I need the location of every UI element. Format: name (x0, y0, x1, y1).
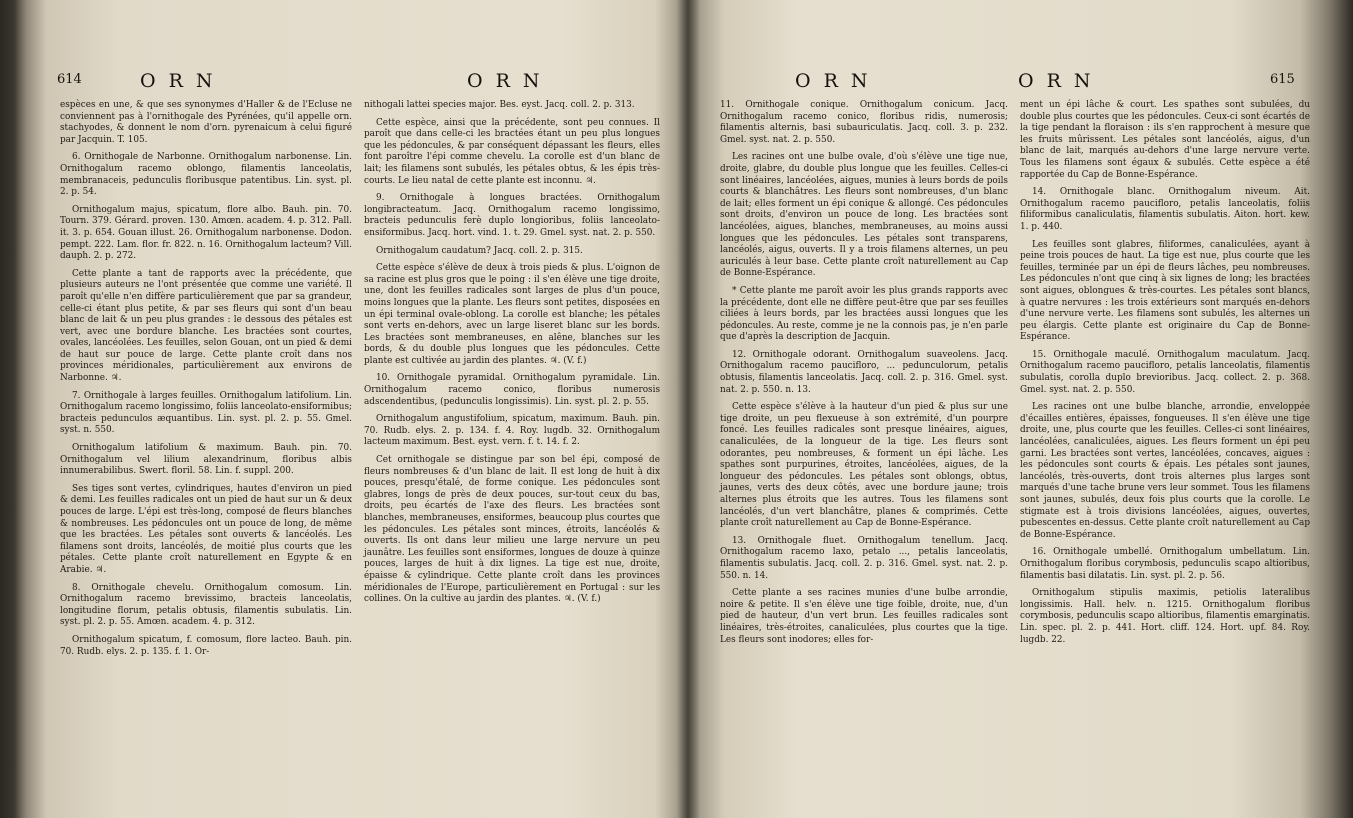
right-page (700, 0, 1332, 818)
paragraph: Ornithogalum spicatum, f. comosum, flore lacteo. Bauh. pin. 70. Rudb. elys. 2. p. 135. f. 1. Or- (60, 634, 352, 657)
left-column-2 (364, 100, 660, 612)
paragraph: 15. Ornithogale maculé. Ornithogalum maculatum. Jacq. Ornithogalum racemo paucifloro, petalis lanceolatis, filamentis subulatis, corolla duplo brevioribus. Jacq. collect. 2. p. 368. Gmel. syst. nat. 2. p. 550. (1020, 349, 1310, 395)
paragraph: 16. Ornithogale umbellé. Ornithogalum umbellatum. Lin. Ornithogalum floribus corymbosis, pedunculis scapo altioribus, filamentis basi dilatatis. Lin. syst. pl. 2. p. 56. (1020, 547, 1310, 581)
paragraph: Ornithogalum stipulis maximis, petiolis lateralibus longissimis. Hall. helv. n. 1215. Ornithogalum floribus corymbosis, pedunculis scapo altioribus, filamentis emarginatis. Lin. spec. pl. 2. p. 441. Hort. cliff. 124. Hort. upf. 84. Roy. lugdb. 22. (1020, 588, 1310, 645)
paragraph: 8. Ornithogale chevelu. Ornithogalum comosum. Lin. Ornithogalum racemo brevissimo, bracteis lanceolatis, longitudine florum, petalis obtusis, filamentis subulatis. Lin. syst. pl. 2. p. 55. Amœn. academ. 4. p. 312. (60, 582, 352, 628)
paragraph: 12. Ornithogale odorant. Ornithogalum suaveolens. Jacq. Ornithogalum racemo paucifloro, ... pedunculorum, petalis obtusis, filamentis lanceolatis. Jacq. coll. 2. p. 316. Gmel. syst. nat. 2. p. 550. n. 13. (720, 349, 1008, 395)
left-page (22, 0, 680, 818)
paragraph: 6. Ornithogale de Narbonne. Ornithogalum narbonense. Lin. Ornithogalum racemo oblongo, filamentis lanceolatis, membranaceis, pedunculis floribusque patentibus. Lin. syst. pl. 2. p. 54. (60, 152, 352, 198)
running-header-left: ORN (140, 70, 226, 92)
paragraph: Cette espèce s'élève à la hauteur d'un pied & plus sur une tige droite, un peu flexueuse à son extrémité, d'un pourpre foncé. Les feuilles radicales sont presque linéaires, aigues, canaliculées, de la longueur de la tige. Les fleurs sont odorantes, peu nombreuses, & forment un épi lâche. Les spathes sont purpurines, étroites, lancéolées, aigues, de la longueur des pédoncules. Les pétales sont oblongs, obtus, jaunes, verts des deux côtés, avec une bordure jaune; trois alternes plus étroits que les autres. Tous les filamens sont lancéolés, d'un vert blanchâtre, planes & comprimés. Cette plante croît naturellement au Cap de Bonne-Espérance. (720, 402, 1008, 529)
paragraph: Ornithogalum majus, spicatum, flore albo. Bauh. pin. 70. Tourn. 379. Gérard. proven. 130. Amœn. academ. 4. p. 312. Pall. it. 3. p. 654. Gouan illust. 26. Ornithogalum narbonense. Dodon. pempt. 222. Lam. flor. fr. 822. n. 16. Ornithogalum lacteum? Vill. dauph. 2. p. 272. (60, 204, 352, 262)
running-header-right: ORN (795, 70, 881, 92)
paragraph: espèces en une, & que ses synonymes d'Haller & de l'Ecluse ne conviennent pas à l'ornithogale des Pyrénées, qu'il appelle orn. stachyodes, & donnent le nom d'orn. pyrenaicum à celui figuré par Jacquin. T. 105. (60, 100, 352, 145)
page-number-left: 614 (57, 72, 82, 87)
paragraph: Les racines ont une bulbe ovale, d'où s'élève une tige nue, droite, glabre, du double plus longue que les feuilles. Celles-ci sont linéaires, lancéolées, aigues, munies à leurs bords de poils courts & blanchâtres. Les fleurs sont nombreuses, d'un blanc de lait; elles forment un épi conique & allongé. Ces pédoncules sont droits, d'environ un pouce de long. Les bractées sont lancéolées, aigues, blanches, membraneuses, au moins aussi longues que les pédoncules. Les pétales sont transparens, lancéolés, aigus, ouverts. Il y a trois filamens alternes, un peu auriculés à leur base. Cette plante croît naturellement au Cap de Bonne-Espérance. (720, 152, 1008, 279)
paragraph: Ornithogalum latifolium & maximum. Bauh. pin. 70. Ornithogalum vel lilium alexandrinum, floribus albis innumerabilibus. Swert. floril. 58. Lin. f. suppl. 200. (60, 443, 352, 477)
running-header-left-mid: ORN (467, 70, 553, 92)
paragraph: Ornithogalum angustifolium, spicatum, maximum. Bauh. pin. 70. Rudb. elys. 2. p. 134. f. 4. Roy. lugdb. 32. Ornithogalum lacteum maximum. Best. eyst. vern. f. t. 14. f. 2. (364, 414, 660, 448)
paragraph: 10. Ornithogale pyramidal. Ornithogalum pyramidale. Lin. Ornithogalum racemo conico, floribus numerosis adscendentibus, (pedunculis longissimis). Lin. syst. pl. 2. p. 55. (364, 373, 660, 407)
paragraph: 14. Ornithogale blanc. Ornithogalum niveum. Ait. Ornithogalum racemo paucifloro, petalis lanceolatis, foliis filiformibus canaliculatis, filamentis subulatis. Aiton. hort. kew. 1. p. 440. (1020, 187, 1310, 232)
paragraph: 9. Ornithogale à longues bractées. Ornithogalum longibracteatum. Jacq. Ornithogalum racemo longissimo, bracteis pedunculis ferè duplo longioribus, foliis lanceolato-ensiformibus. Jacq. hort. vind. 1. t. 29. Gmel. syst. nat. 2. p. 550. (364, 193, 660, 238)
paragraph: Ornithogalum caudatum? Jacq. coll. 2. p. 315. (376, 245, 583, 256)
left-column-1 (60, 100, 352, 664)
book-gutter (676, 0, 700, 818)
paragraph: * Cette plante me paroît avoir les plus grands rapports avec la précédente, dont elle ne diffère peut-être que par ses feuilles ciliées à leurs bords, par les bractées aussi longues que les pédoncules. Au reste, comme je ne la connois pas, je n'en parle que d'après la description de Jacquin. (720, 285, 1008, 343)
page-number-right: 615 (1270, 72, 1295, 87)
paragraph: nithogali lattei species major. Bes. eyst. Jacq. coll. 2. p. 313. (364, 100, 635, 110)
paragraph: Cette espèce s'élève de deux à trois pieds & plus. L'oignon de sa racine est plus gros que le poing : il s'en élève une tige droite, une, dont les feuilles radicales sont larges de plus d'un pouce, moins longues que la plante. Les fleurs sont petites, disposées en un épi terminal ovale-oblong. La corolle est blanche; les pétales sont verts en-dehors, avec un large liseret blanc sur les bords. Les bractées sont membraneuses, en alêne, blanches sur les bords, & du double plus longues que les pédoncules. Cette plante est cultivée au jardin des plantes. ♃. (V. f.) (364, 263, 660, 366)
paragraph: ment un épi lâche & court. Les spathes sont subulées, du double plus courtes que les pédoncules. Ceux-ci sont écartés de la tige pendant la floraison : ils s'en rapprochent à mesure que les fruits mûrissent. Les pétales sont lancéolés, aigus, d'un blanc de lait, marqués au-dehors d'une large nervure verte. Tous les filamens sont égaux & subulés. Cette espèce a été rapportée du Cap de Bonne-Espérance. (1020, 100, 1310, 180)
paragraph: 11. Ornithogale conique. Ornithogalum conicum. Jacq. Ornithogalum racemo conico, floribus ridis, numerosis; filamentis alternis, basi subauriculatis. Jacq. coll. 3. p. 232. Gmel. syst. nat. 2. p. 550. (720, 100, 1008, 145)
paragraph: Cette plante a tant de rapports avec la précédente, que plusieurs auteurs ne l'ont présentée que comme une variété. Il paroît qu'elle n'en diffère particulièrement que par sa grandeur, celle-ci étant plus petite, & par ses fleurs qui sont d'un beau blanc de lait & un peu plus grandes : le dessous des pétales est vert, avec une bordure blanche. Les bractées sont courtes, ovales, lancéolées. Les feuilles, selon Gouan, ont un pied & demi de haut sur pouce de large. Cette plante croît dans nos provinces méridionales, particulièrement aux environs de Narbonne. ♃. (60, 268, 352, 384)
paragraph: 7. Ornithogale à larges feuilles. Ornithogalum latifolium. Lin. Ornithogalum racemo longissimo, foliis lanceolato-ensiformibus; bracteis pedunculos æquantibus. Lin. syst. pl. 2. p. 55. Gmel. syst. n. 550. (60, 390, 352, 436)
paragraph: Cette espèce, ainsi que la précédente, sont peu connues. Il paroît que dans celle-ci les bractées étant un peu plus longues que les pédoncules, & par conséquent dépassant les fleurs, elles font paroître l'épi comme chevelu. La corolle est d'un blanc de lait; les filamens sont subulés, les pétales obtus, & les épis très-courts. Le lieu natal de cette plante est inconnu. ♃. (364, 117, 660, 186)
right-column-2 (1020, 100, 1310, 652)
running-header-right-mid: ORN (1018, 70, 1104, 92)
paragraph: Les racines ont une bulbe blanche, arrondie, enveloppée d'écailles entières, épaisses, fongueuses. Il s'en élève une tige droite, une, plus courte que les feuilles. Celles-ci sont linéaires, lancéolées, canaliculées, aigues. Les fleurs forment un épi peu garni. Les bractées sont vertes, lancéolées, concaves, aigues : les pédoncules sont courts & épais. Les pétales sont jaunes, lancéolés, très-ouverts, dont trois alternes plus larges sont marqués d'une tache brune vers leur sommet. Tous les filamens sont jaunes, subulés, deux fois plus courts que la corolle. Le stigmate est à trois divisions lancéolées, aigues, ouvertes, pubescentes en-dessus. Cette plante croît naturellement au Cap de Bonne-Espérance. (1020, 402, 1310, 540)
paragraph: Ses tiges sont vertes, cylindriques, hautes d'environ un pied & demi. Les feuilles radicales ont un pied de haut sur un & deux pouces de large. L'épi est très-long, composé de fleurs blanches & nombreuses. Les pédoncules ont un pouce de long, de même que les bractées. Les pétales sont ouverts & lancéolés. Les filamens sont droits, lancéolés, de moitié plus courts que les pétales. Cette plante croît naturellement en Egypte & en Arabie. ♃. (60, 483, 352, 575)
paragraph: Cet ornithogale se distingue par son bel épi, composé de fleurs nombreuses & d'un blanc de lait. Il est long de huit à dix pouces, presqu'étalé, de forme conique. Les pédoncules sont glabres, longs de près de deux pouces, sur-tout ceux du bas, droits, peu écartés de l'axe des fleurs. Les bractées sont blanches, membraneuses, ensiformes, beaucoup plus courtes que les pédoncules. Les pétales sont minces, étroits, lancéolés & ouverts. Ils ont dans leur milieu une large nervure un peu jaunâtre. Les feuilles sont ensiformes, longues de douze à quinze pouces, larges de huit à dix lignes. La tige est nue, droite, épaisse & cylindrique. Cette plante croît dans les provinces méridionales de l'Europe, particulièrement en Portugal : sur les collines. On la cultive au jardin des plantes. ♃. (V. f.) (364, 455, 660, 605)
paragraph: Les feuilles sont glabres, filiformes, canaliculées, ayant à peine trois pouces de haut. La tige est nue, plus courte que les feuilles, terminée par un épi de fleurs lâches, peu nombreuses. Les pédoncules n'ont que cinq à six lignes de long; les bractées sont aigues, oblongues & très-courtes. Les pétales sont blancs, à quatre nervures : les trois extérieurs sont marqués en-dehors d'une nervure verte. Les filamens sont subulés, les alternes un peu élargis. Cette plante est originaire du Cap de Bonne-Espérance. (1020, 239, 1310, 343)
paragraph: 13. Ornithogale fluet. Ornithogalum tenellum. Jacq. Ornithogalum racemo laxo, petalo ..., petalis lanceolatis, filamentis subulatis. Jacq. coll. 2. p. 316. Gmel. syst. nat. 2. p. 550. n. 14. (720, 535, 1008, 581)
paragraph: Cette plante a ses racines munies d'une bulbe arrondie, noire & petite. Il s'en élève une tige foible, droite, nue, d'un pied de hauteur, d'un vert brun. Les feuilles radicales sont linéaires, très-étroites, canaliculées, plus courtes que la tige. Les fleurs sont inodores; elles for- (720, 588, 1008, 645)
right-column-1 (720, 100, 1008, 652)
